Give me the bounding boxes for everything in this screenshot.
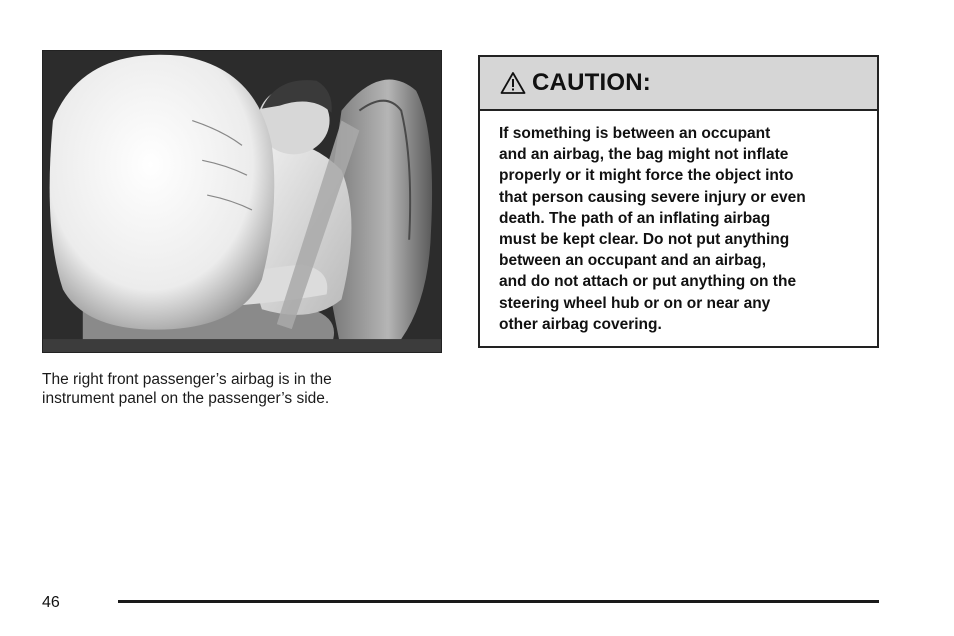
caution-line: other airbag covering. [499, 315, 662, 333]
footer-rule [118, 600, 879, 603]
caution-line: must be kept clear. Do not put anything [499, 231, 790, 249]
caption-line-1: The right front passenger’s airbag is in the [42, 371, 332, 388]
caution-line: and an airbag, the bag might not inflate [499, 146, 789, 164]
caution-line: between an occupant and an airbag, [499, 252, 766, 270]
caution-line: properly or it might force the object into [499, 167, 794, 185]
caption-line-2: instrument panel on the passenger’s side. [42, 390, 330, 407]
figure-caption [42, 370, 422, 408]
caution-line: and do not attach or put anything on the [499, 273, 797, 291]
caution-line: that person causing severe injury or even [499, 188, 806, 206]
caution-box [478, 55, 879, 348]
caution-header [480, 57, 877, 111]
caution-line: steering wheel hub or on or near any [499, 294, 771, 312]
page-number: 46 [42, 594, 60, 611]
caution-line: death. The path of an inflating airbag [499, 209, 771, 227]
warning-triangle-icon [500, 71, 526, 95]
caution-text [480, 111, 877, 335]
caution-title: CAUTION: [532, 69, 651, 96]
caution-line: If something is between an occupant [499, 125, 771, 142]
airbag-illustration [42, 50, 442, 353]
